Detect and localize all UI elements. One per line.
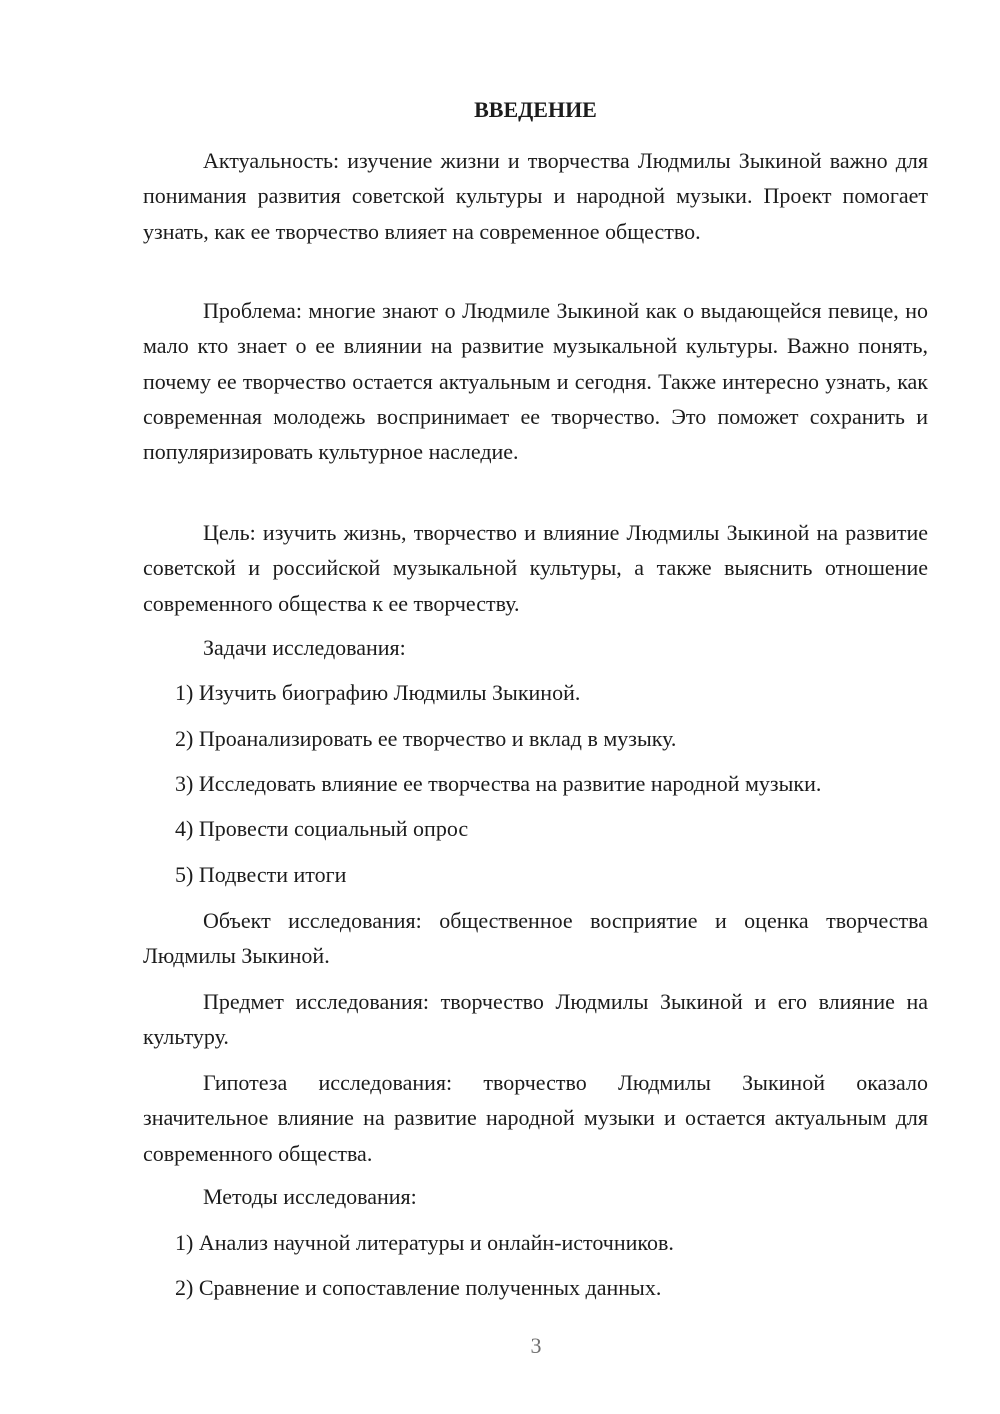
task-item: 5) Подвести итоги <box>175 862 347 887</box>
task-item: 4) Провести социальный опрос <box>175 816 469 841</box>
section-title: ВВЕДЕНИЕ <box>474 97 597 122</box>
hypothesis-paragraph: Гипотеза исследования: творчество Людмилы Зыкиной оказало значительное влияние на развитие народной музыки и остается актуальным для современного общества. <box>143 1070 928 1166</box>
task-item: 3) Исследовать влияние ее творчества на развитие народной музыки. <box>175 771 822 796</box>
goal-paragraph: Цель: изучить жизнь, творчество и влияние Людмилы Зыкиной на развитие советской и российской музыкальной культуры, а также выяснить отношение современного общества к ее творчеству. <box>143 520 928 616</box>
relevance-paragraph: Актуальность: изучение жизни и творчества Людмилы Зыкиной важно для понимания развития советской культуры и народной музыки. Проект помогает узнать, как ее творчество влияет на современное общество. <box>143 148 928 244</box>
object-paragraph: Объект исследования: общественное восприятие и оценка творчества Людмилы Зыкиной. <box>143 908 928 969</box>
problem-paragraph: Проблема: многие знают о Людмиле Зыкиной как о выдающейся певице, но мало кто знает о ее влиянии на развитие музыкальной культуры. Важно понять, почему ее творчество остается актуальным и сегодня. Также интересно узнать, как современная молодежь воспринимает ее творчество. Это поможет сохранить и популяризировать культурное наследие. <box>143 298 928 465</box>
methods-heading: Методы исследования: <box>203 1184 417 1209</box>
task-item: 1) Изучить биографию Людмилы Зыкиной. <box>175 680 581 705</box>
method-item: 2) Сравнение и сопоставление полученных данных. <box>175 1275 662 1300</box>
page-number: 3 <box>530 1333 542 1358</box>
task-item: 2) Проанализировать ее творчество и вклад в музыку. <box>175 726 677 751</box>
subject-paragraph: Предмет исследования: творчество Людмилы Зыкиной и его влияние на культуру. <box>143 989 928 1050</box>
method-item: 1) Анализ научной литературы и онлайн-источников. <box>175 1230 674 1255</box>
tasks-heading: Задачи исследования: <box>203 635 406 660</box>
